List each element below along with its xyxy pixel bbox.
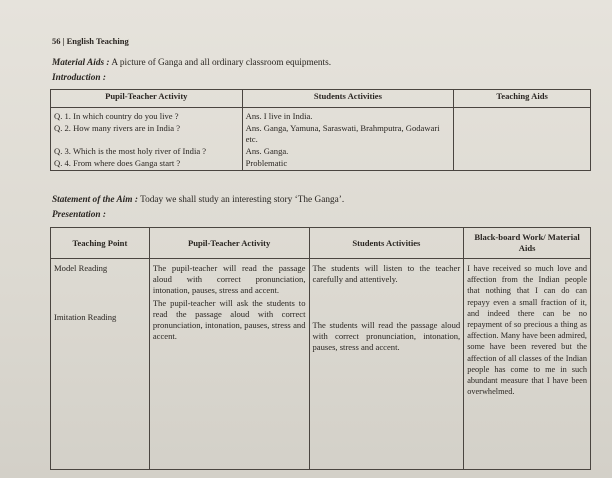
page-header: 56 | English Teaching	[52, 36, 129, 46]
blackboard-cell	[464, 259, 591, 470]
teacher-activity-model: The pupil-teacher will read the passage aloud with correct pronunciation, intonation, pauses, stress and accent.	[152, 263, 306, 295]
table-row	[51, 158, 591, 171]
material-aids-line	[52, 58, 331, 68]
intro-question: Q. 3. Which is the most holy river of India ?	[51, 146, 243, 158]
teaching-point-imitation: Imitation Reading	[54, 312, 117, 322]
teaching-point-model: Model Reading	[54, 263, 108, 273]
pres-point-cell	[51, 259, 150, 470]
table-row	[51, 123, 591, 146]
material-aids-label: Material Aids :	[52, 58, 110, 68]
presentation-table	[50, 227, 591, 470]
introduction-table	[50, 89, 591, 171]
pres-col-blackboard: Black-board Work/ Material Aids	[464, 228, 591, 259]
blackboard-text: I have received so much love and affection from the Indian people that nothing that I can do can repayy even a small fraction of it, and indeed there can be no repayment of so precious a thing as affection. Many have been admired, some have been revered but the affection of all classes of the Indian people has come to me in such abundant measure that I have been overwhelmed.	[467, 264, 587, 397]
student-activity-imitation: The students will read the passage aloud with correct pronunciation, intonation, pauses, stress and accent.	[312, 320, 461, 352]
table-row	[51, 259, 591, 470]
pres-students-cell	[309, 259, 464, 470]
intro-question: Q. 2. How many rivers are in India ?	[51, 123, 243, 146]
intro-col-students: Students Activities	[242, 90, 454, 108]
presentation-heading: Presentation :	[52, 210, 106, 220]
intro-aids-cell	[454, 158, 591, 171]
intro-aids-cell	[454, 123, 591, 146]
pres-teacher-cell	[149, 259, 309, 470]
student-activity-model: The students will listen to the teacher carefully and attentively.	[312, 263, 461, 284]
intro-question: Q. 1. In which country do you live ?	[51, 108, 243, 124]
intro-answer: Ans. I live in India.	[242, 108, 454, 124]
pres-col-teacher: Pupil-Teacher Activity	[149, 228, 309, 259]
aim-text: Today we shall study an interesting story ‘The Ganga’.	[137, 195, 345, 205]
intro-col-teacher: Pupil-Teacher Activity	[51, 90, 243, 108]
table-row	[51, 108, 591, 124]
introduction-heading: Introduction :	[52, 73, 106, 83]
intro-col-aids: Teaching Aids	[454, 90, 591, 108]
pres-col-students: Students Activities	[309, 228, 464, 259]
intro-answer: Ans. Ganga.	[242, 146, 454, 158]
material-aids-text: A picture of Ganga and all ordinary classroom equipments.	[109, 58, 332, 68]
table-row	[51, 146, 591, 158]
pres-col-point: Teaching Point	[51, 228, 150, 259]
aim-label: Statement of the Aim :	[52, 195, 138, 205]
intro-answer: Problematic	[242, 158, 454, 171]
intro-question: Q. 4. From where does Ganga start ?	[51, 158, 243, 171]
teacher-activity-imitation: The pupil-teacher will ask the students to read the passage aloud with correct pronunciation, intonation, pauses, stress and accent.	[152, 298, 306, 341]
intro-answer: Ans. Ganga, Yamuna, Saraswati, Brahmputra, Godawari etc.	[242, 123, 454, 146]
intro-aids-cell	[454, 146, 591, 158]
intro-aids-cell	[454, 108, 591, 124]
aim-line	[52, 195, 344, 205]
